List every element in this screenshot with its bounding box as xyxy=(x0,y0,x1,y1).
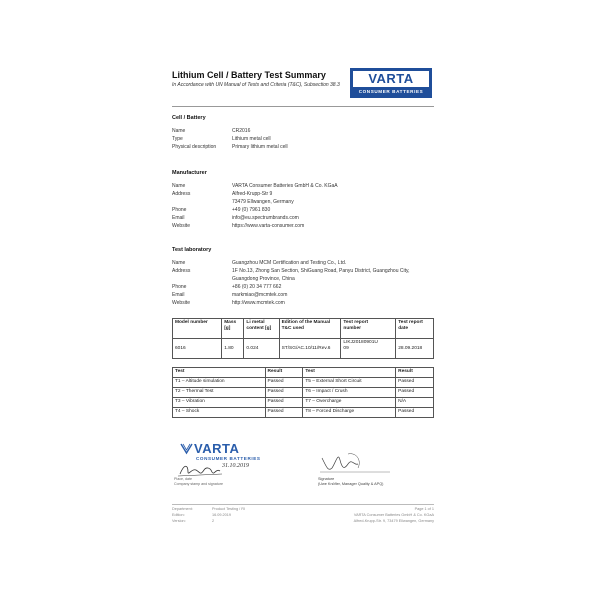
result-header-left: Result xyxy=(265,368,303,378)
footer-version-label: Version: xyxy=(172,519,186,523)
document-subtitle: In Accordance with UN Manual of Tests and Criteria (T&C), Subsection 38.3 xyxy=(172,82,340,88)
tests-table-header xyxy=(173,368,434,378)
test-result-cell: Passed xyxy=(396,408,434,418)
li-content-cell: 0.024 xyxy=(244,339,279,359)
footer-edition-label: Edition: xyxy=(172,513,185,517)
table-row xyxy=(173,388,434,398)
test-name-cell: T1 – Altitude simulation xyxy=(173,378,266,388)
test-result-cell: Passed xyxy=(265,398,303,408)
report-date-cell: 28.09.2018 xyxy=(396,339,434,359)
test-name-cell: T7 – Overcharge xyxy=(303,398,396,408)
manufacturer-name-value: VARTA Consumer Batteries GmbH & Co. KGaA xyxy=(232,183,338,189)
model-number-cell: 6016 xyxy=(173,339,222,359)
footer-dept-value: Product Testing / RI xyxy=(212,507,246,511)
test-result-cell: Passed xyxy=(396,388,434,398)
result-header-right: Result xyxy=(396,368,434,378)
test-name-cell: T2 – Thermal Test xyxy=(173,388,266,398)
test-name-cell: T5 – External Short Circuit xyxy=(303,378,396,388)
li-content-header: Li metal content [g] xyxy=(244,319,279,339)
lab-address-label: Address xyxy=(172,268,191,274)
test-name-cell: T6 – Impact / Crush xyxy=(303,388,396,398)
stamp-wordmark: VARTA xyxy=(194,441,240,456)
model-table-header xyxy=(173,319,434,339)
cell-type-value: Lithium metal cell xyxy=(232,136,271,142)
cell-desc-label: Physical description xyxy=(172,144,217,150)
header-divider xyxy=(172,106,434,107)
edition-header: Edition of the Manual T&C used xyxy=(279,319,341,339)
test-result-cell: Passed xyxy=(265,408,303,418)
document-title: Lithium Cell / Battery Test Summary xyxy=(172,70,326,80)
stamp-tagline: CONSUMER BATTERIES xyxy=(196,456,261,461)
test-result-cell: Passed xyxy=(265,378,303,388)
table-row xyxy=(173,378,434,388)
lab-address-line2: Guangdong Province, China xyxy=(232,276,295,282)
model-number-header: Model number xyxy=(173,319,222,339)
test-name-cell: T8 – Forced Discharge xyxy=(303,408,396,418)
lab-email-label: Email xyxy=(172,292,185,298)
footer-dept-label: Department: xyxy=(172,507,193,511)
footer-company: VARTA Consumer Batteries GmbH & Co. KGaA xyxy=(353,513,434,517)
manufacturer-address-line1: Alfred-Krupp-Str 9 xyxy=(232,191,273,197)
stamp-date: 31.10.2019 xyxy=(222,463,249,469)
table-row xyxy=(173,398,434,408)
manufacturer-phone-label: Phone xyxy=(172,207,187,213)
lab-phone-value: +86 (0) 20 34 777 662 xyxy=(232,284,282,290)
logo-wordmark: VARTA xyxy=(368,71,414,86)
lab-address-line1: 1F No.13, Zhong San Section, ShiGuang Road, Panyu District, Guangzhou City, xyxy=(232,268,410,274)
test-name-cell: T4 – Shock xyxy=(173,408,266,418)
mass-header: Mass [g] xyxy=(222,319,244,339)
footer-divider xyxy=(172,504,434,505)
model-table xyxy=(172,318,434,359)
right-signature-label: Signature (Uwe Knöfler, Manager Quality & APQ) xyxy=(318,477,384,486)
handwritten-signature-right-icon xyxy=(318,448,398,476)
manufacturer-phone-value: +49 (0) 7961 830 xyxy=(232,207,271,213)
table-row xyxy=(173,339,434,359)
test-result-cell: Passed xyxy=(396,378,434,388)
report-date-header: Test report date xyxy=(396,319,434,339)
tests-table xyxy=(172,367,434,418)
cell-type-label: Type xyxy=(172,136,183,142)
cell-name-value: CR2016 xyxy=(232,128,251,134)
manufacturer-name-label: Name xyxy=(172,183,186,189)
manufacturer-email-value: info@eu.spectrumbrands.com xyxy=(232,215,299,221)
manufacturer-email-label: Email xyxy=(172,215,185,221)
test-name-cell: T3 – Vibration xyxy=(173,398,266,408)
lab-name-label: Name xyxy=(172,260,186,266)
section-heading-laboratory: Test laboratory xyxy=(172,247,212,253)
footer-address: Alfred-Krupp-Str. 9, 73479 Ellwangen, Germany xyxy=(353,519,434,523)
manufacturer-address-line2: 73479 Ellwangen, Germany xyxy=(232,199,294,205)
footer-page-number: Page 1 of 1 xyxy=(414,507,434,511)
report-number-cell: LIKJ20180901U 09 xyxy=(341,339,396,359)
lab-name-value: Guangzhou MCM Certification and Testing Co., Ltd. xyxy=(232,260,347,266)
manufacturer-address-label: Address xyxy=(172,191,191,197)
varta-logo xyxy=(350,68,432,98)
lab-phone-label: Phone xyxy=(172,284,187,290)
test-header-left: Test xyxy=(173,368,266,378)
left-signature-label: Place, date Company stamp and signature xyxy=(174,477,223,486)
lab-email-value: markmiao@mcmtek.com xyxy=(232,292,288,298)
cell-desc-value: Primary lithium metal cell xyxy=(232,144,288,150)
table-row xyxy=(173,408,434,418)
section-heading-cell: Cell / Battery xyxy=(172,115,206,121)
lab-website-label: Website xyxy=(172,300,190,306)
test-header-right: Test xyxy=(303,368,396,378)
test-result-cell: Passed xyxy=(265,388,303,398)
report-number-header: Test report number xyxy=(341,319,396,339)
varta-stamp-icon xyxy=(180,442,193,455)
cell-name-label: Name xyxy=(172,128,186,134)
test-result-cell: N/A xyxy=(396,398,434,408)
footer-version-value: 2 xyxy=(212,519,215,523)
edition-cell: ST/SG/AC.10/11/Rev.6 xyxy=(279,339,341,359)
lab-website-value: http://www.mcmtek.com xyxy=(232,300,285,306)
footer-edition-value: 16.09.2019 xyxy=(212,513,232,517)
manufacturer-website-value: https://www.varta-consumer.com xyxy=(232,223,305,229)
mass-cell: 1.80 xyxy=(222,339,244,359)
manufacturer-website-label: Website xyxy=(172,223,190,229)
logo-tagline: CONSUMER BATTERIES xyxy=(358,89,424,94)
section-heading-manufacturer: Manufacturer xyxy=(172,170,207,176)
